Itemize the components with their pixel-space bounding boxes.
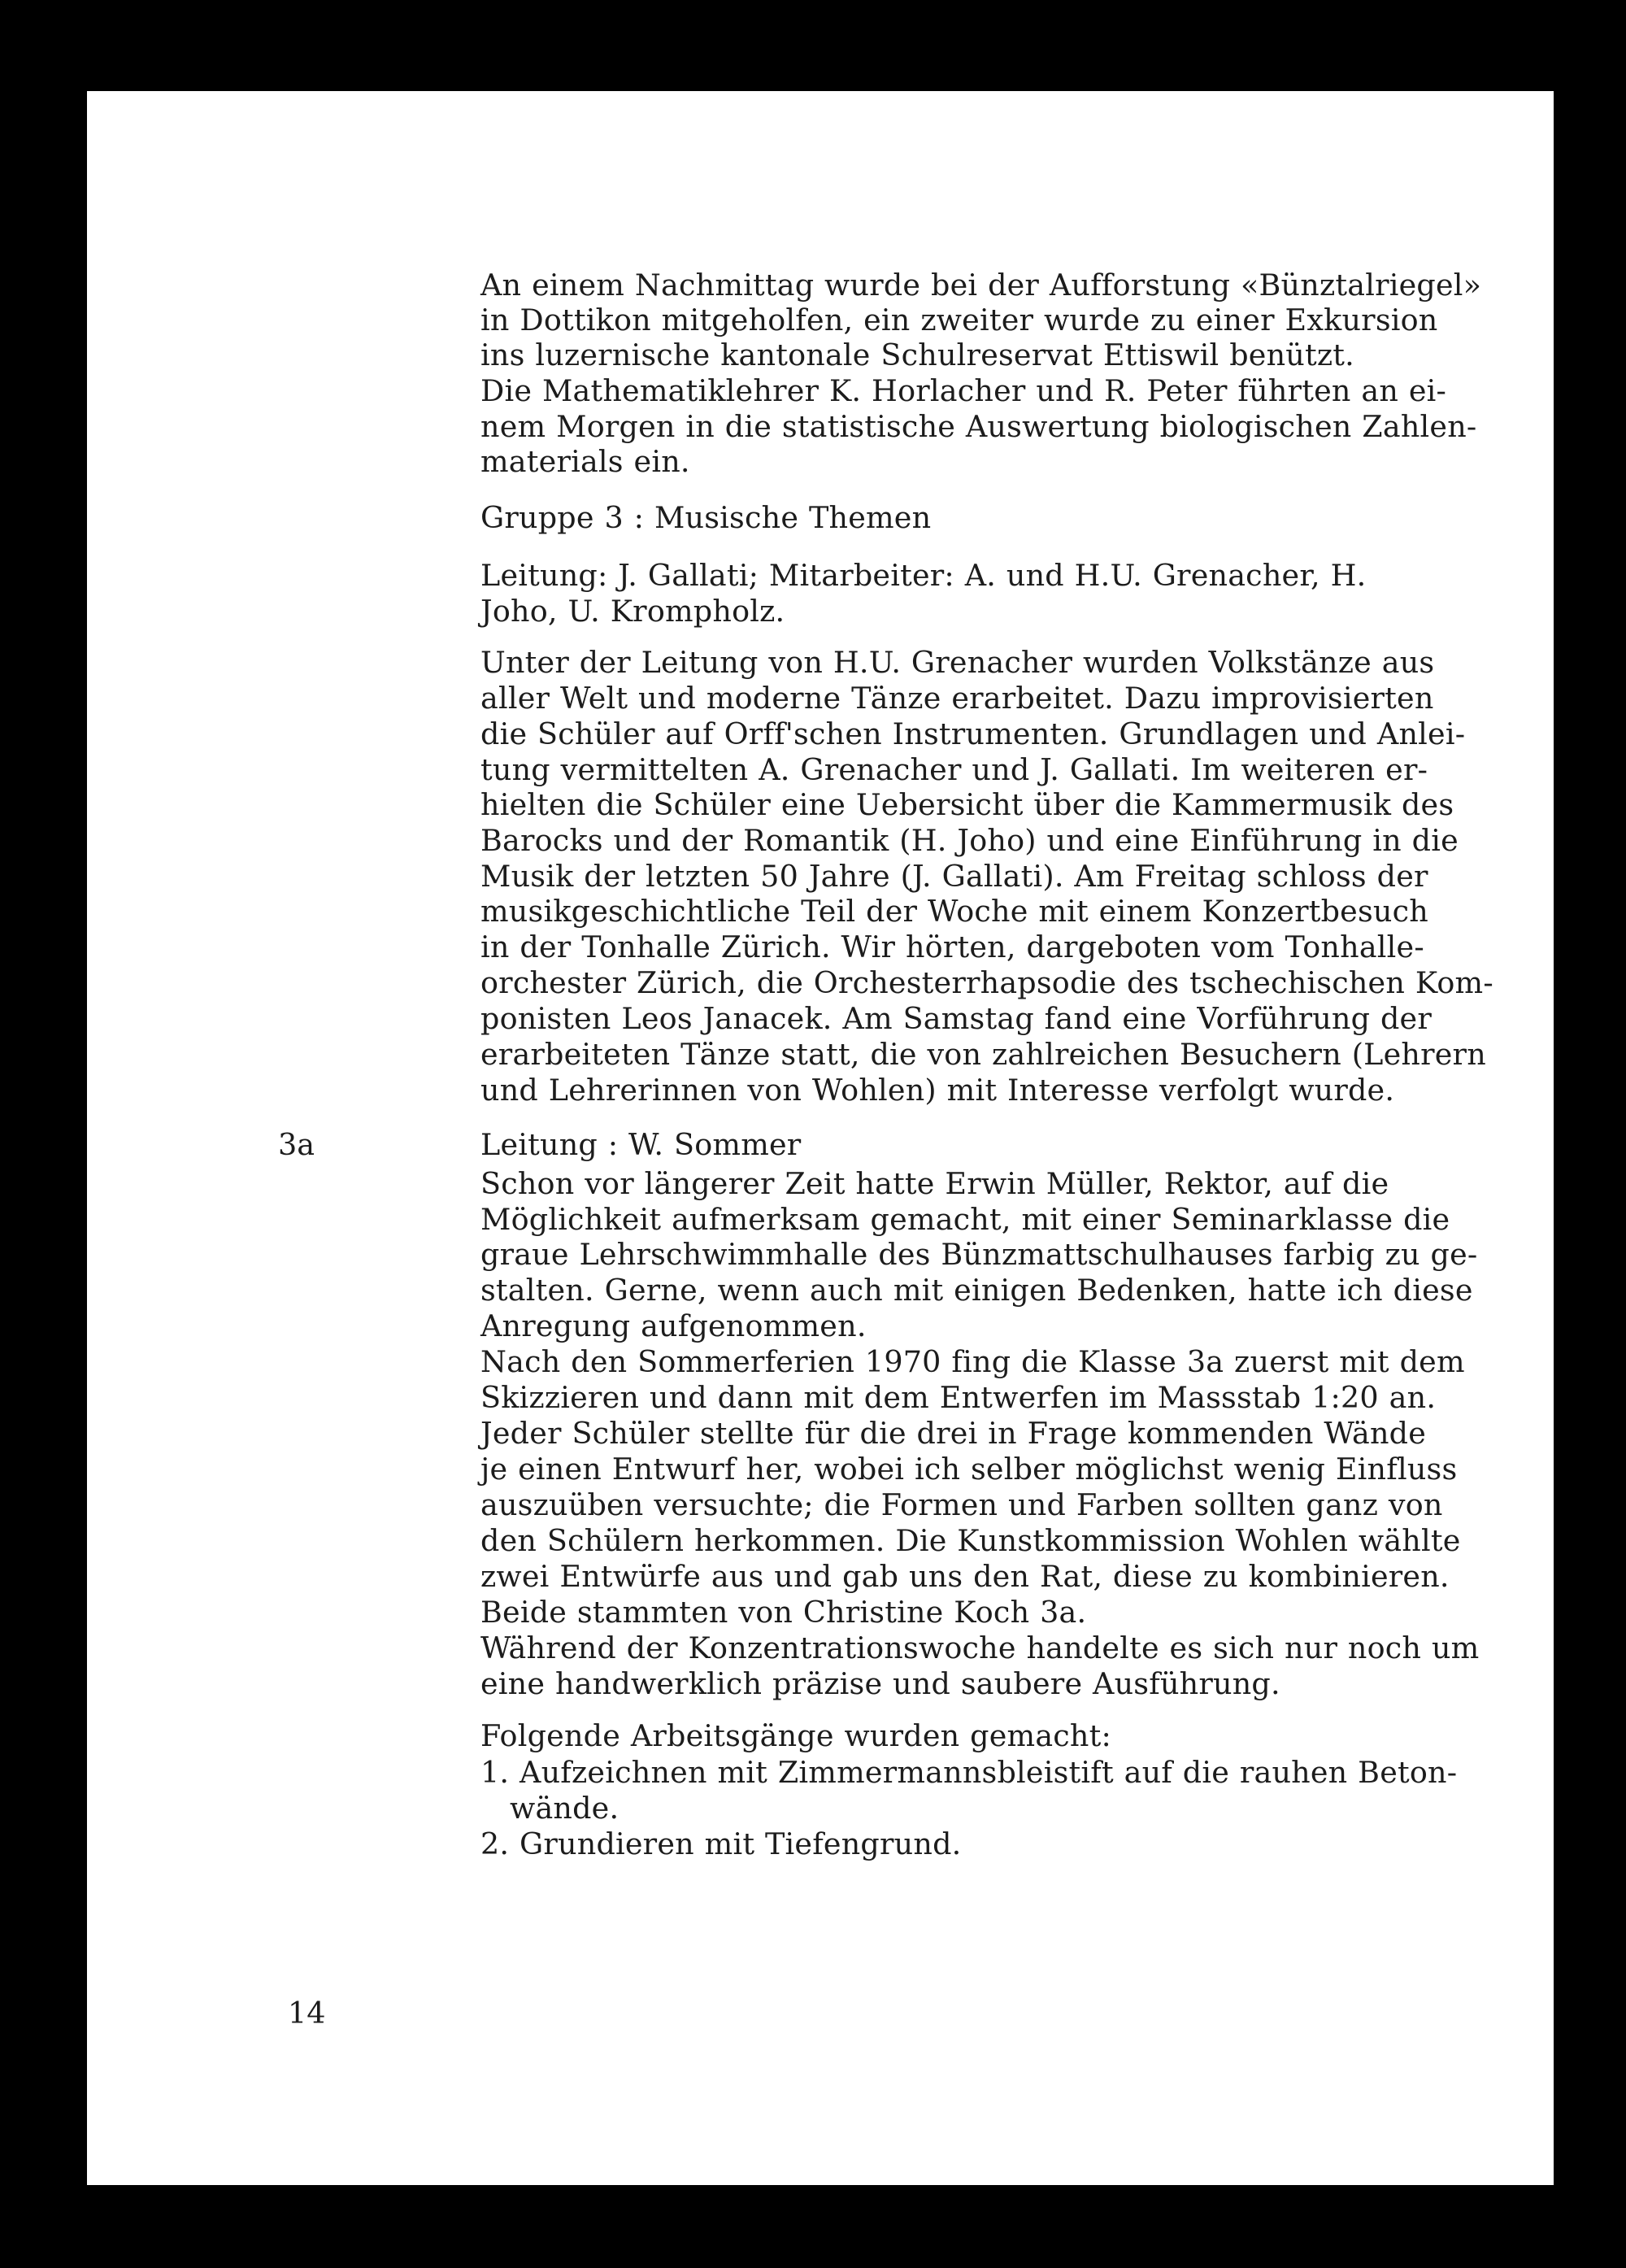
text-line: zwei Entwürfe aus und gab uns den Rat, diese zu kombinieren. [480, 1559, 1450, 1594]
text-line: Schon vor längerer Zeit hatte Erwin Müller, Rektor, auf die [480, 1166, 1389, 1201]
text-line: in der Tonhalle Zürich. Wir hörten, dargeboten vom Tonhalle- [480, 929, 1424, 964]
section-label: 3a [278, 1127, 315, 1162]
text-line: tung vermittelten A. Grenacher und J. Gallati. Im weiteren er- [480, 752, 1428, 787]
text-line: Joho, U. Krompholz. [480, 594, 785, 629]
text-line: hielten die Schüler eine Uebersicht über die Kammermusik des [480, 787, 1454, 822]
page-number: 14 [288, 1996, 326, 2031]
text-line: erarbeiteten Tänze statt, die von zahlreichen Besuchern (Lehrern [480, 1037, 1486, 1072]
text-line: ins luzernische kantonale Schulreservat Ettiswil benützt. [480, 337, 1354, 372]
list-item: 1. Aufzeichnen mit Zimmermannsbleistift auf die rauhen Beton- [480, 1755, 1458, 1790]
text-line: Die Mathematiklehrer K. Horlacher und R. Peter führten an ei- [480, 373, 1447, 408]
text-line: materials ein. [480, 444, 690, 479]
text-line: die Schüler auf Orff'schen Instrumenten. Grundlagen und Anlei- [480, 716, 1466, 751]
text-line: Während der Konzentrationswoche handelte es sich nur noch um [480, 1630, 1480, 1665]
section-heading: Leitung : W. Sommer [480, 1127, 802, 1162]
text-line: An einem Nachmittag wurde bei der Aufforstung «Bünztalriegel» [480, 268, 1482, 303]
text-line: aller Welt und moderne Tänze erarbeitet. Dazu improvisierten [480, 681, 1434, 716]
text-line: musikgeschichtliche Teil der Woche mit einem Konzertbesuch [480, 894, 1428, 929]
text-line: Beide stammten von Christine Koch 3a. [480, 1595, 1087, 1630]
text-line: Leitung: J. Gallati; Mitarbeiter: A. und H.U. Grenacher, H. [480, 558, 1367, 593]
group-heading: Gruppe 3 : Musische Themen [480, 500, 932, 535]
list-item: 2. Grundieren mit Tiefengrund. [480, 1826, 962, 1861]
list-item-continuation: wände. [510, 1791, 620, 1826]
text-line: stalten. Gerne, wenn auch mit einigen Bedenken, hatte ich diese [480, 1273, 1473, 1308]
text-line: den Schülern herkommen. Die Kunstkommission Wohlen wählte [480, 1523, 1461, 1558]
text-line: Skizzieren und dann mit dem Entwerfen im Massstab 1:20 an. [480, 1380, 1437, 1415]
text-line: Musik der letzten 50 Jahre (J. Gallati). Am Freitag schloss der [480, 859, 1428, 894]
text-line: auszuüben versuchte; die Formen und Farben sollten ganz von [480, 1487, 1443, 1522]
text-line: eine handwerklich präzise und saubere Ausführung. [480, 1666, 1280, 1701]
text-line: Nach den Sommerferien 1970 fing die Klasse 3a zuerst mit dem [480, 1344, 1465, 1379]
text-line: Möglichkeit aufmerksam gemacht, mit einer Seminarklasse die [480, 1202, 1450, 1237]
text-line: nem Morgen in die statistische Auswertung biologischen Zahlen- [480, 409, 1477, 444]
text-line: Anregung aufgenommen. [480, 1308, 867, 1343]
text-line: je einen Entwurf her, wobei ich selber möglichst wenig Einfluss [480, 1452, 1458, 1487]
list-heading: Folgende Arbeitsgänge wurden gemacht: [480, 1718, 1111, 1753]
text-line: und Lehrerinnen von Wohlen) mit Interesse verfolgt wurde. [480, 1073, 1395, 1108]
text-line: orchester Zürich, die Orchesterrhapsodie des tschechischen Kom- [480, 965, 1493, 1000]
text-line: in Dottikon mitgeholfen, ein zweiter wurde zu einer Exkursion [480, 303, 1438, 337]
text-line: Barocks und der Romantik (H. Joho) und eine Einführung in die [480, 823, 1459, 858]
text-line: Jeder Schüler stellte für die drei in Frage kommenden Wände [480, 1416, 1427, 1451]
document-page [87, 91, 1554, 2185]
text-line: Unter der Leitung von H.U. Grenacher wurden Volkstänze aus [480, 645, 1435, 680]
text-line: ponisten Leos Janacek. Am Samstag fand eine Vorführung der [480, 1001, 1433, 1036]
text-line: graue Lehrschwimmhalle des Bünzmattschulhauses farbig zu ge- [480, 1237, 1478, 1272]
